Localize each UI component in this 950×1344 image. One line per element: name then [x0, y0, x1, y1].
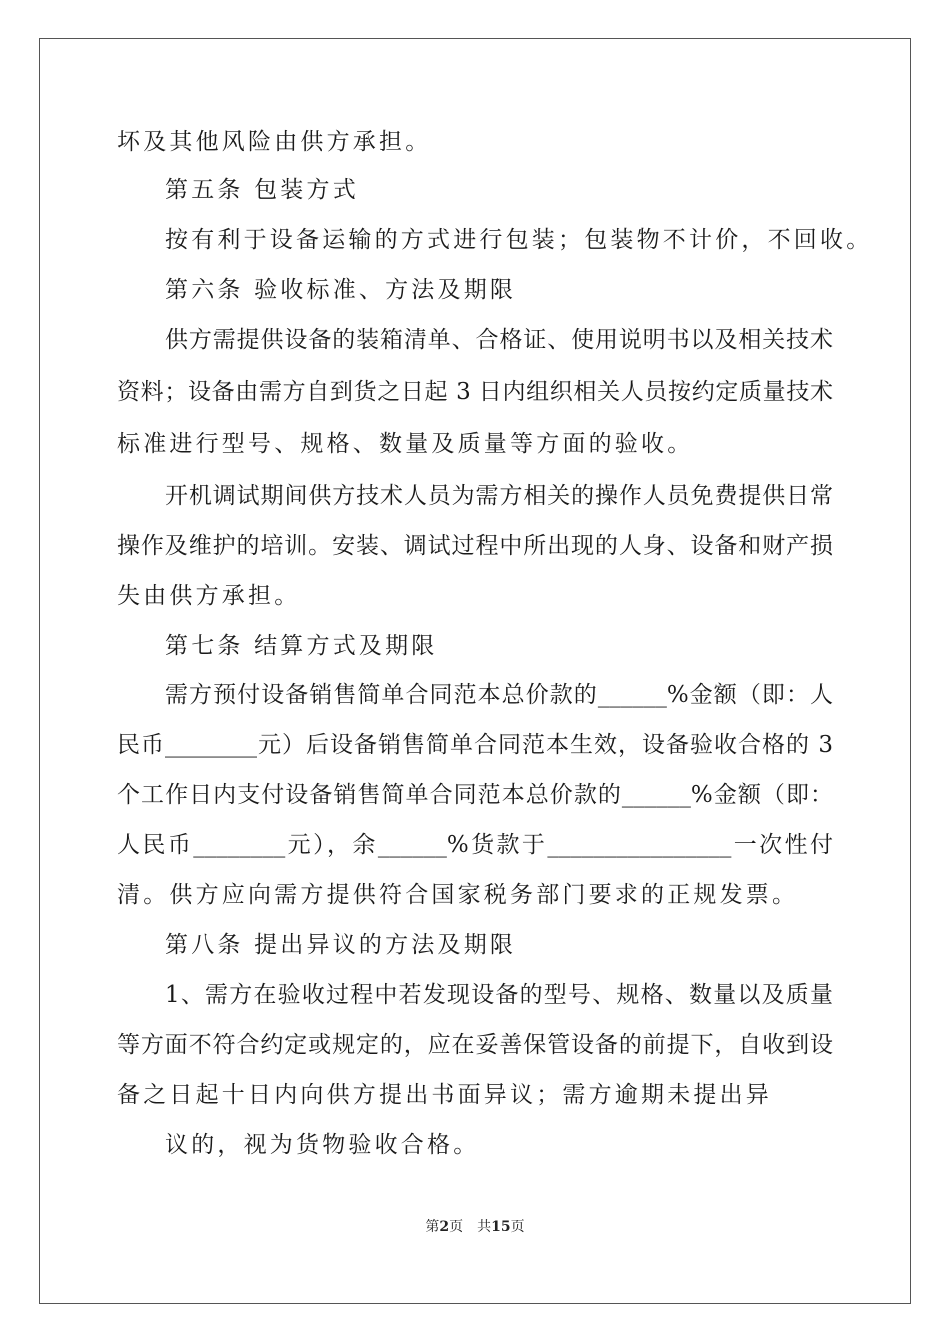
body-line: 备之日起十日内向供方提出书面异议；需方逾期未提出异: [117, 1082, 772, 1108]
section-heading: 第八条 提出异议的方法及期限: [165, 932, 517, 958]
body-line: 失由供方承担。: [117, 583, 301, 609]
body-line: 清。供方应向需方提供符合国家税务部门要求的正规发票。: [117, 882, 799, 908]
body-line: 按有利于设备运输的方式进行包装；包装物不计价，不回收。: [165, 227, 873, 253]
body-line: 民币________元）后设备销售简单合同范本生效，设备验收合格的 3: [117, 732, 833, 758]
page-suffix: 页: [449, 1219, 464, 1235]
total-pages: 15: [491, 1219, 511, 1235]
section-heading: 第六条 验收标准、方法及期限: [165, 277, 517, 303]
total-suffix: 页: [510, 1219, 525, 1235]
body-line: 操作及维护的培训。安装、调试过程中所出现的人身、设备和财产损: [117, 533, 833, 559]
body-line: 等方面不符合约定或规定的，应在妥善保管设备的前提下，自收到设: [117, 1032, 833, 1058]
body-line: 坏及其他风险由供方承担。: [117, 129, 432, 155]
section-heading: 第七条 结算方式及期限: [165, 633, 438, 659]
body-line: 需方预付设备销售简单合同范本总价款的______%金额（即：人: [165, 682, 833, 708]
total-prefix: 共: [477, 1219, 492, 1235]
body-line: 人民币________元），余______%货款于________________一次性付: [117, 832, 833, 858]
body-line: 开机调试期间供方技术人员为需方相关的操作人员免费提供日常: [165, 483, 833, 509]
body-line: 个工作日内支付设备销售简单合同范本总价款的______%金额（即：: [117, 782, 833, 808]
page-number: 2: [439, 1219, 450, 1235]
body-line: 供方需提供设备的装箱清单、合格证、使用说明书以及相关技术: [165, 327, 833, 353]
page-prefix: 第: [425, 1219, 440, 1235]
body-line: 标准进行型号、规格、数量及质量等方面的验收。: [117, 431, 694, 457]
section-heading: 第五条 包装方式: [165, 177, 359, 203]
body-line: 资料；设备由需方自到货之日起 3 日内组织相关人员按约定质量技术: [117, 379, 833, 405]
body-line: 1、需方在验收过程中若发现设备的型号、规格、数量以及质量: [165, 982, 833, 1008]
body-line: 议的，视为货物验收合格。: [165, 1132, 480, 1158]
page-footer: [0, 1217, 950, 1237]
